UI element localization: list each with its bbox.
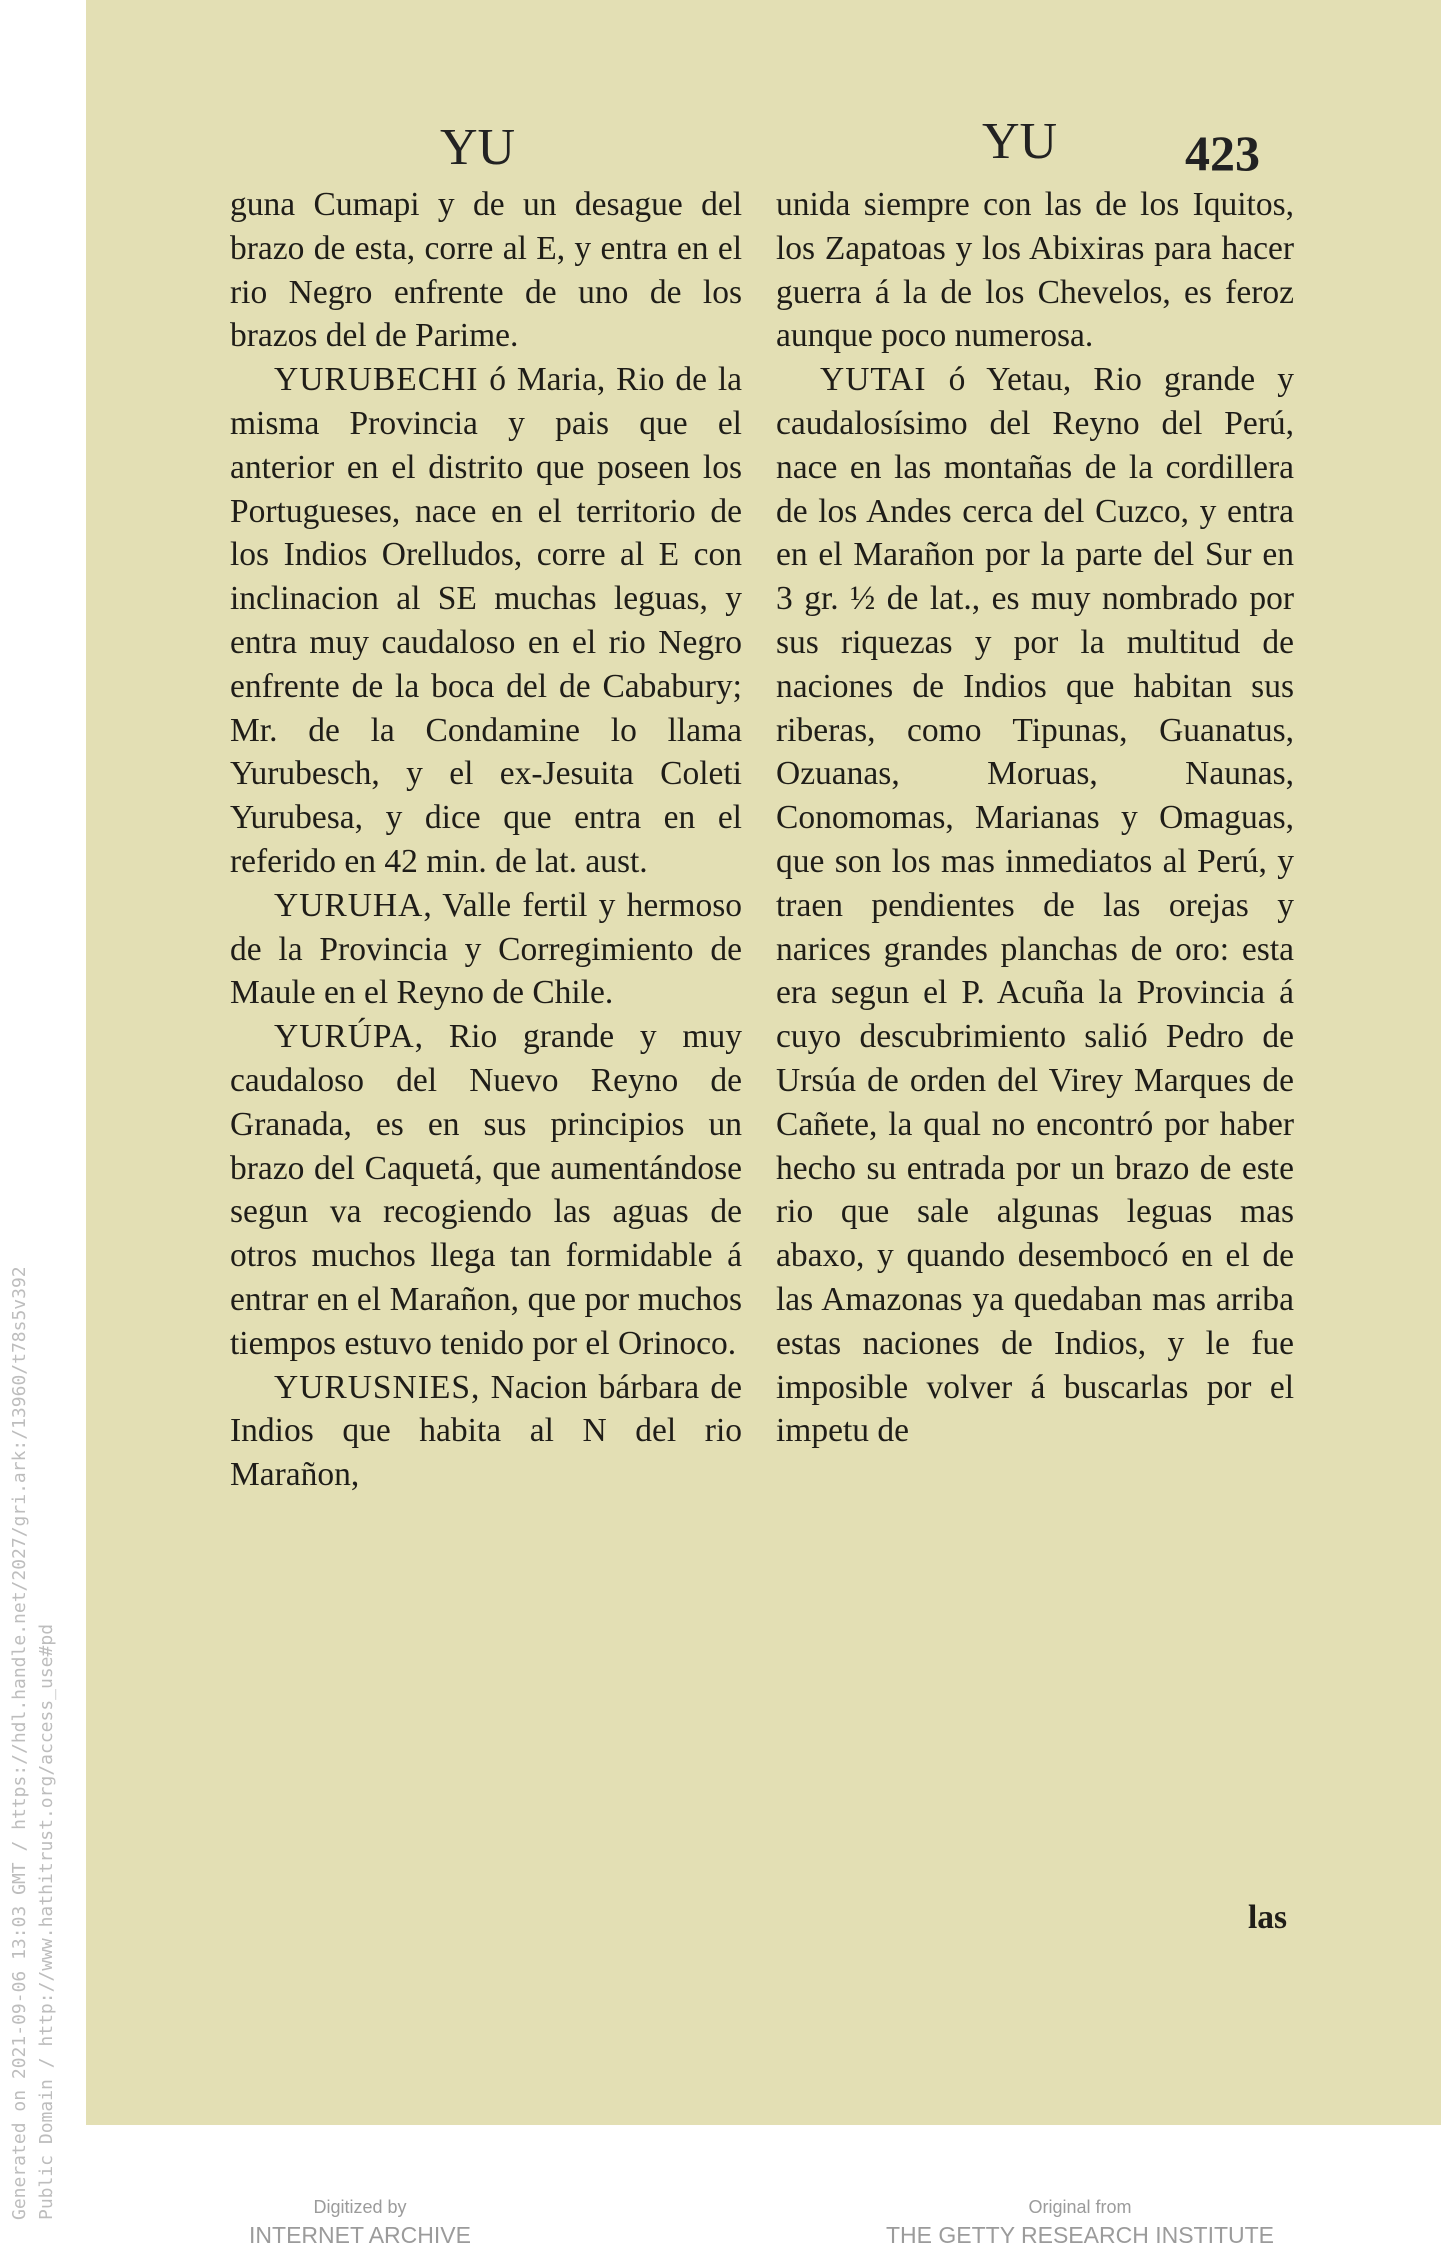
entry-text: unida siempre con las de los Iquitos, los Zapatoas y los Abixiras para hacer guerra á la de los Chevelos, es feroz aunque poco numerosa. — [776, 186, 1294, 355]
entry-text: , Valle fertil y hermoso de la Provincia y Corregimiento de Maule en el Reyno de Chile. — [230, 886, 742, 1012]
digitized-by-label: Digitized by — [313, 2197, 407, 2217]
digitized-by-credit — [230, 2194, 490, 2250]
dictionary-entry — [230, 1366, 742, 1497]
entry-headword: YUTAI — [820, 361, 927, 399]
provenance-stamp — [6, 1266, 60, 2220]
catchword: las — [1248, 1899, 1288, 1936]
page-number: 423 — [1185, 125, 1260, 181]
provenance-line-1: Generated on 2021-09-06 13:03 GMT / https://hdl.handle.net/2027/gri.ark:/13960/t78s5v392 — [9, 1266, 30, 2220]
left-column — [230, 183, 742, 1497]
entry-text: ó Yetau, Rio grande y caudalosísimo del Reyno del Perú, nace en las montañas de la cordillera de los Andes cerca del Cuzco, y entra en el Marañon por la parte del Sur en 3 gr. ½ de lat., es muy nombrado por sus riquezas y por la multitud de naciones de Indios que habitan sus riberas, como Tipunas, Guanatus, Ozuanas, Moruas, Naunas, Conomomas, Marianas y Omaguas, que son los mas inmediatos al Perú, y traen pendientes de las orejas y narices grandes planchas de oro: esta era segun el P. Acuña la Provincia á cuyo descubrimiento salió Pedro de Ursúa de orden del Virey Marques de Cañete, la qual no encontró por haber hecho su entrada por un brazo de este rio que sale algunas leguas mas abaxo, y quando desembocó en el de las Amazonas ya quedaban mas arriba estas naciones de Indios, y le fue imposible volver á buscarlas por el impetu de — [776, 361, 1294, 1450]
dictionary-entry — [776, 183, 1294, 358]
dictionary-entry — [230, 1015, 742, 1365]
entry-text: ó Maria, Rio de la misma Provincia y pais que el anterior en el distrito que poseen los Portugueses, nace en el territorio de los Indios Orelludos, corre al E con inclinacion al SE muchas leguas, y entra muy caudaloso en el rio Negro enfrente de la boca del de Cababury; Mr. de la Condamine lo llama Yurubesch, y el ex-Jesuita Coleti Yurubesa, y dice que entra en el referido en 42 min. de lat. aust. — [230, 361, 742, 880]
original-from-label: Original from — [1028, 2197, 1132, 2217]
running-head-left: YU — [440, 119, 516, 176]
running-head-right: YU — [982, 113, 1058, 170]
source-institution: THE GETTY RESEARCH INSTITUTE — [885, 2222, 1275, 2248]
dictionary-entry — [230, 884, 742, 1015]
entry-headword: YURÚPA — [274, 1018, 415, 1056]
dictionary-entry — [230, 183, 742, 358]
entry-headword: YURUHA — [274, 886, 424, 924]
original-from-credit — [880, 2194, 1280, 2250]
dictionary-entry — [230, 358, 742, 884]
entry-headword: YURUBECHI — [274, 361, 479, 399]
entry-text: guna Cumapi y de un desague del brazo de esta, corre al E, y entra en el rio Negro enfrente de uno de los brazos del de Parime. — [230, 186, 742, 355]
entry-text: , Rio grande y muy caudaloso del Nuevo Reyno de Granada, es en sus principios un brazo del Caquetá, que aumentándose segun va recogiendo las aguas de otros muchos llega tan formidable á entrar en el Marañon, que por muchos tiempos estuvo tenido por el Orinoco. — [230, 1018, 742, 1362]
entry-headword: YURUSNIES — [274, 1368, 471, 1406]
entry-text: , Nacion bárbara de Indios que habita al N del rio Marañon, — [230, 1368, 742, 1494]
dictionary-entry — [776, 358, 1294, 1453]
digitizer-name: INTERNET ARCHIVE — [249, 2222, 471, 2248]
provenance-line-2: Public Domain / http://www.hathitrust.org/access_use#pd — [36, 1623, 57, 2220]
right-column — [776, 183, 1294, 1453]
